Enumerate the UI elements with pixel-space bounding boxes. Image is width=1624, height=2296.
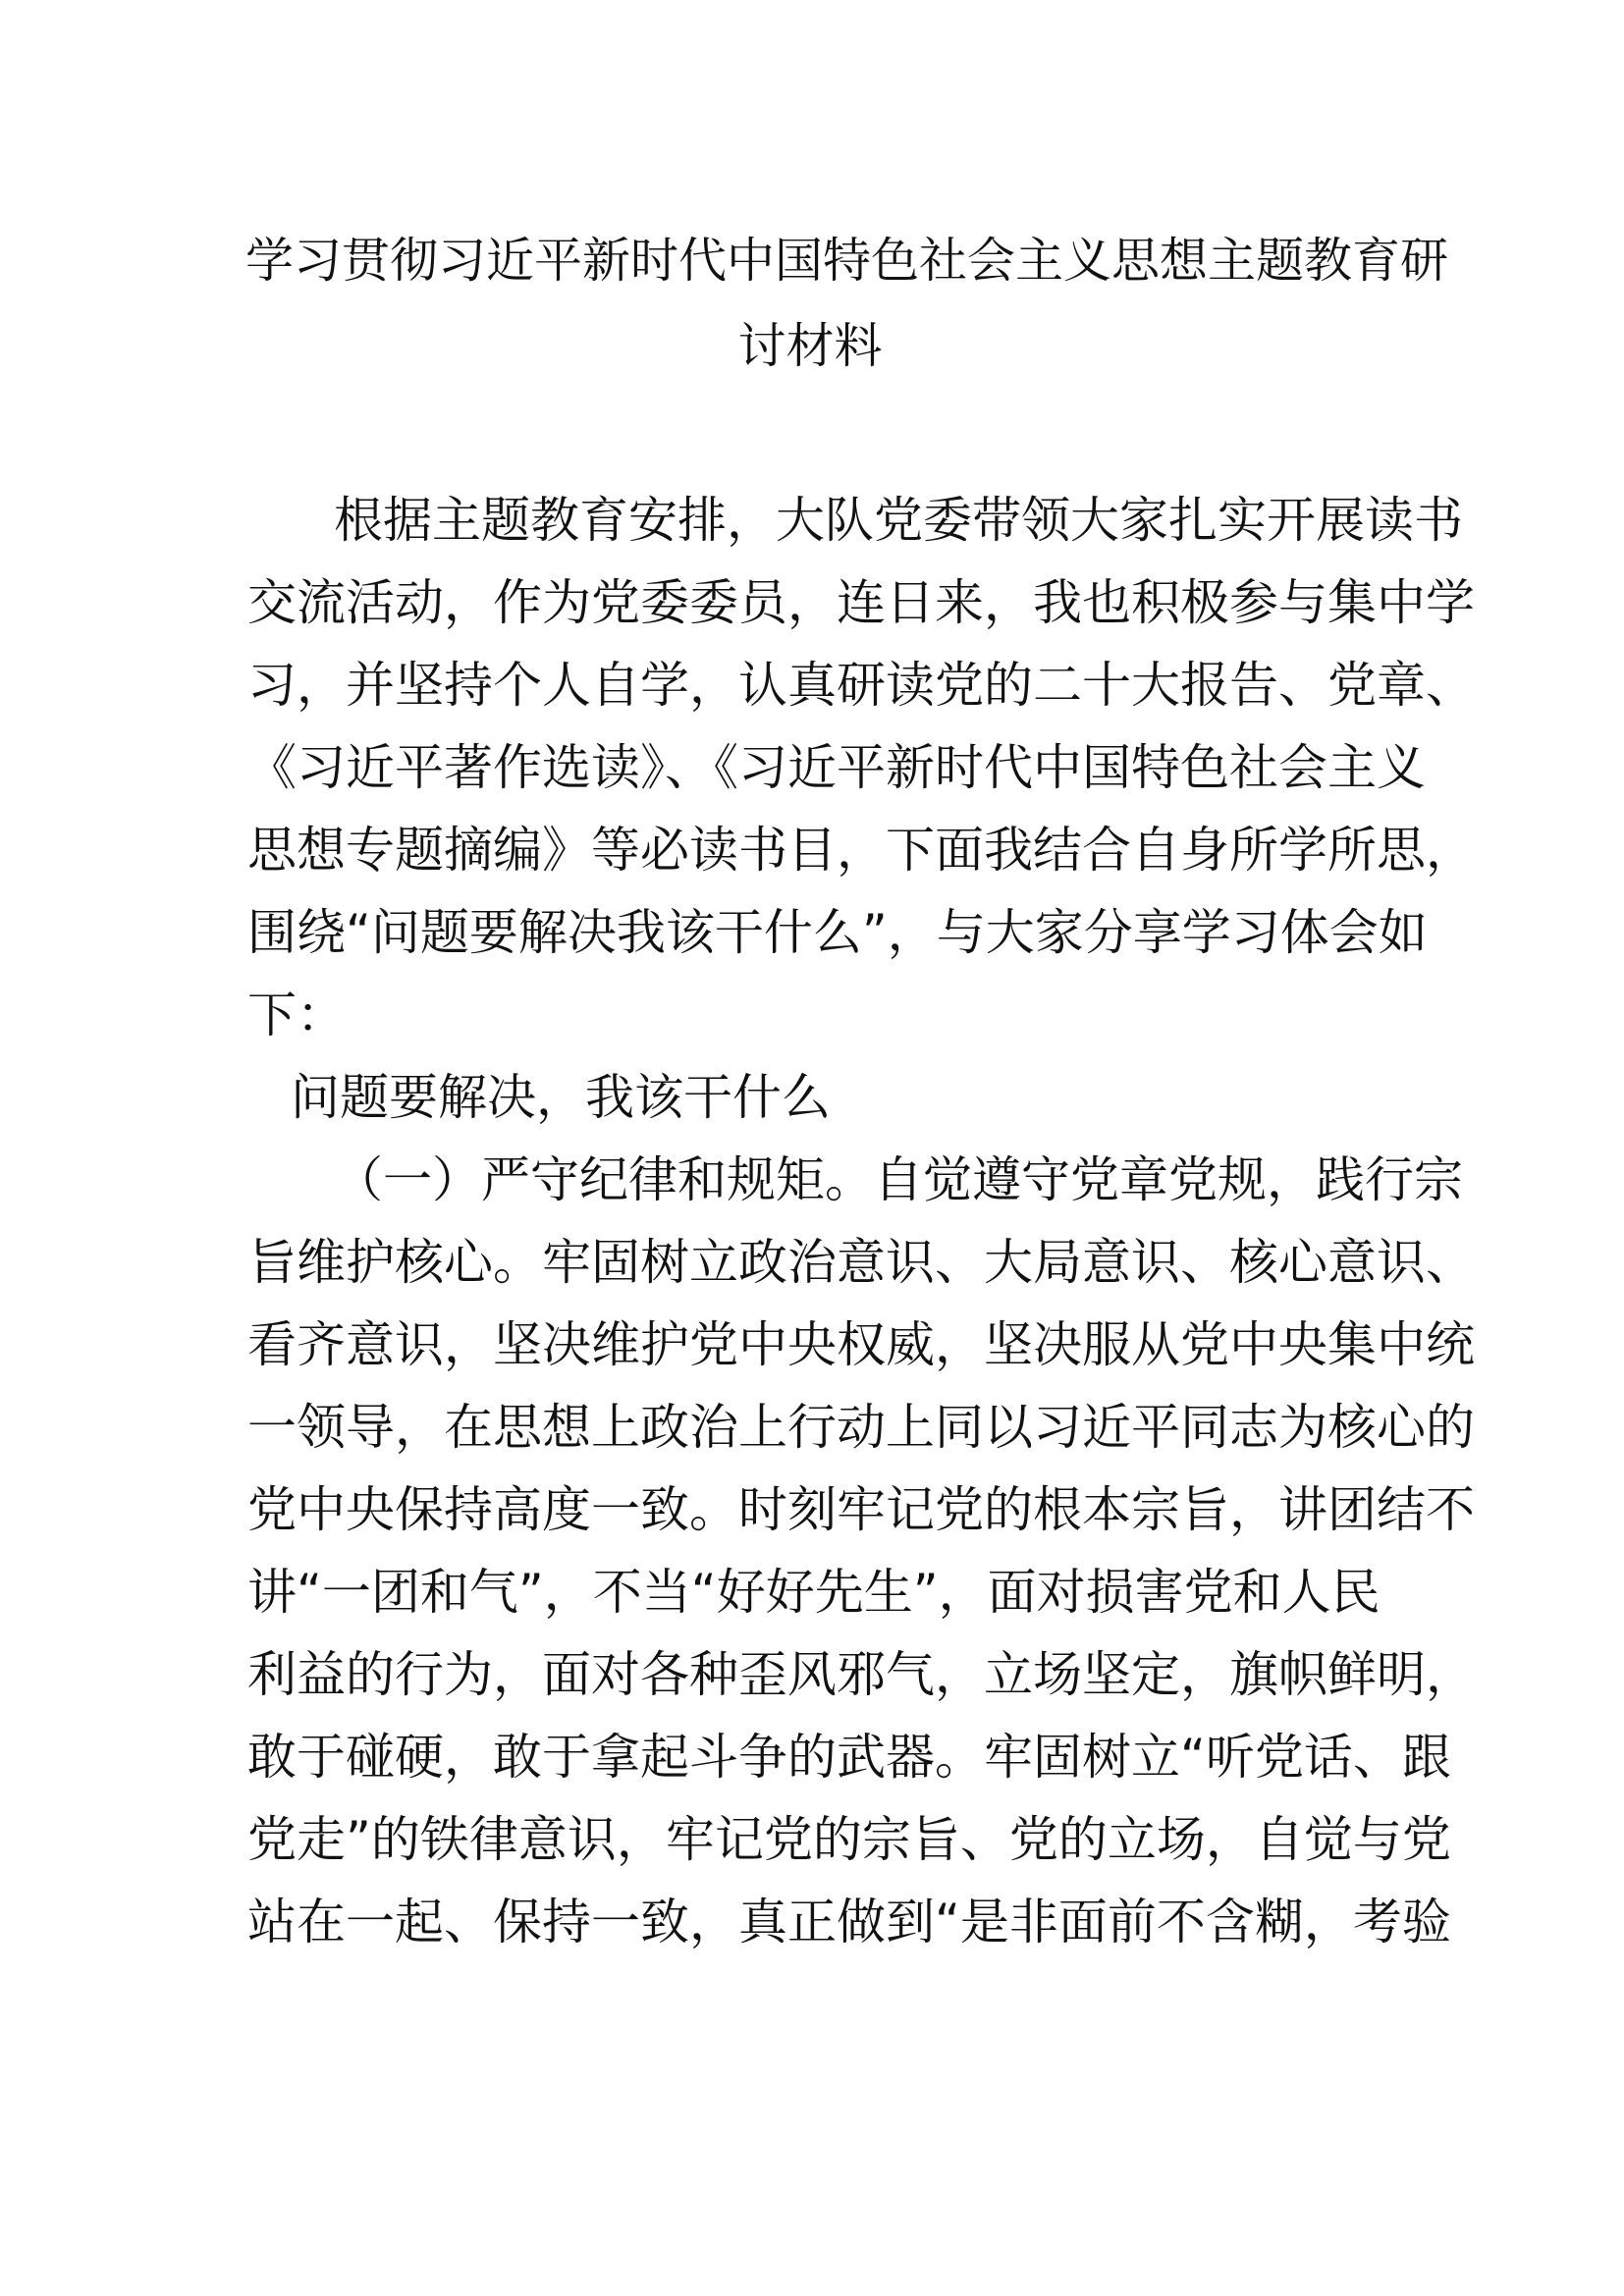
intro-line: 下： (247, 987, 346, 1043)
document-title (245, 218, 1449, 389)
section-heading: 问题要解决，我该干什么 (291, 1069, 831, 1126)
point-line: 利益的行为，面对各种歪风邪气，立场坚定，旗帜鲜明， (247, 1646, 1475, 1703)
point-line: 旨维护核心。牢固树立政治意识、大局意识、核心意识、 (247, 1234, 1475, 1291)
intro-line: 根据主题教育安排，大队党委带领大家扎实开展读书 (334, 492, 1463, 549)
intro-line: 围绕“问题要解决我该干什么”，与大家分享学习体会如 (247, 904, 1428, 961)
intro-line: 交流活动，作为党委委员，连日来，我也积极参与集中学 (247, 574, 1475, 631)
point-line: 讲“一团和气”，不当“好好先生”，面对损害党和人民 (247, 1564, 1380, 1621)
intro-line: 思想专题摘编》等必读书目，下面我结合自身所学所思， (247, 822, 1475, 879)
point-line: （一）严守纪律和规矩。自觉遵守党章党规，践行宗 (334, 1151, 1463, 1208)
point-line: 党中央保持高度一致。时刻牢记党的根本宗旨，讲团结不 (247, 1481, 1475, 1538)
point-line: 看齐意识，坚决维护党中央权威，坚决服从党中央集中统 (247, 1316, 1475, 1373)
point-line: 党走”的铁律意识，牢记党的宗旨、党的立场，自觉与党 (247, 1811, 1451, 1868)
intro-line: 《习近平著作选读》、《习近平新时代中国特色社会主义 (247, 739, 1426, 796)
point-line: 敢于碰硬，敢于拿起斗争的武器。牢固树立“听党话、跟 (247, 1729, 1451, 1786)
point-line: 一领导，在思想上政治上行动上同以习近平同志为核心的 (247, 1399, 1475, 1456)
title-line-1: 学习贯彻习近平新时代中国特色社会主义思想主题教育研 (245, 233, 1449, 289)
intro-line: 习，并坚持个人自学，认真研读党的二十大报告、党章、 (247, 657, 1475, 714)
point-line: 站在一起、保持一致，真正做到“是非面前不含糊，考验 (247, 1894, 1451, 1950)
title-line-2: 讨材料 (737, 318, 883, 374)
